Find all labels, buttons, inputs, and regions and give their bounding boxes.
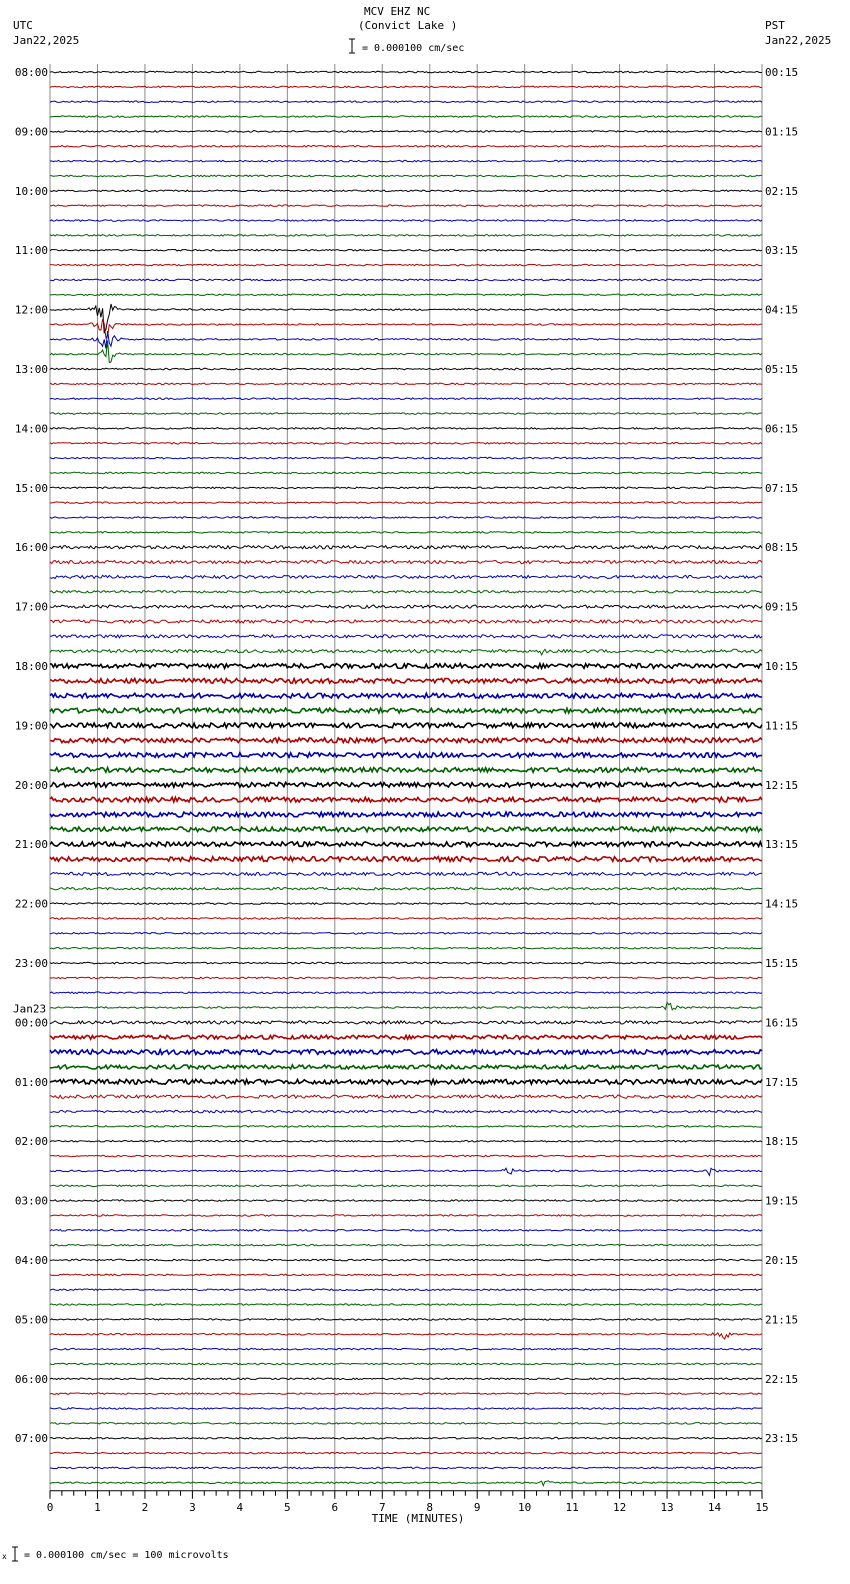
x-tick-label: 5: [284, 1500, 291, 1514]
x-tick-label: 1: [94, 1500, 101, 1514]
utc-hour-label: 13:00: [14, 363, 48, 376]
seismic-trace: [50, 782, 762, 787]
seismic-trace: [50, 190, 762, 192]
pst-hour-label: 20:15: [765, 1254, 799, 1267]
seismic-trace: [50, 903, 762, 905]
seismic-traces: [50, 71, 762, 1486]
seismic-trace: [50, 1168, 762, 1175]
utc-hour-label: 12:00: [14, 303, 48, 317]
seismic-trace: [50, 235, 762, 237]
seismic-trace: [50, 977, 762, 979]
seismic-trace: [50, 457, 762, 459]
seismic-trace: [50, 1021, 762, 1024]
header-scale-text: = 0.000100 cm/sec: [362, 43, 465, 54]
seismic-trace: [50, 1408, 762, 1410]
seismic-trace: [50, 768, 762, 773]
utc-hour-label: 01:00: [14, 1075, 48, 1089]
seismic-trace: [50, 279, 762, 281]
seismic-trace: [50, 264, 762, 266]
seismic-trace: [50, 1363, 762, 1365]
seismic-trace: [50, 1002, 762, 1010]
seismic-trace: [50, 546, 762, 549]
x-tick-label: 2: [141, 1500, 149, 1514]
seismic-trace: [50, 1437, 762, 1439]
seismic-trace: [50, 341, 762, 363]
svg-text:x: x: [2, 1552, 7, 1561]
pst-hour-label: 13:15: [765, 838, 799, 852]
seismic-trace: [50, 472, 762, 474]
utc-hour-label: 22:00: [14, 897, 48, 911]
seismic-trace: [50, 101, 762, 103]
pst-hour-label: 00:15: [765, 66, 799, 79]
seismic-trace: [50, 517, 762, 519]
seismic-trace: [50, 1035, 762, 1039]
utc-hour-label: 05:00: [14, 1313, 48, 1327]
station-title: MCV EHZ NC: [364, 5, 431, 18]
pst-hour-label: 14:15: [765, 897, 799, 911]
seismic-trace: [50, 933, 762, 935]
seismic-trace: [50, 561, 762, 564]
utc-hour-label: 04:00: [14, 1254, 48, 1267]
x-tick-label: 10: [518, 1500, 532, 1514]
x-tick-label: 14: [707, 1500, 722, 1514]
seismic-trace: [50, 443, 762, 445]
seismic-trace: [50, 131, 762, 133]
seismic-trace: [50, 1140, 762, 1142]
right-timezone: PST: [765, 19, 785, 32]
x-tick-label: 3: [189, 1500, 196, 1514]
utc-hour-label: 14:00: [14, 422, 48, 436]
seismic-trace: [50, 249, 762, 251]
seismic-trace: [50, 738, 762, 743]
x-tick-label: 15: [755, 1500, 769, 1514]
pst-hour-label: 09:15: [765, 600, 799, 614]
seismic-trace: [50, 1452, 762, 1454]
seismic-trace: [50, 635, 762, 638]
x-tick-label: 13: [660, 1500, 674, 1514]
utc-hour-label: 23:00: [14, 957, 48, 970]
seismic-trace: [50, 383, 762, 385]
footer-scale-text: = 0.000100 cm/sec = 100 microvolts: [24, 1550, 229, 1561]
seismic-trace: [50, 575, 762, 578]
seismic-trace: [50, 918, 762, 920]
x-axis-label: TIME (MINUTES): [371, 1511, 465, 1525]
utc-hour-label: 20:00: [14, 778, 48, 792]
seismic-trace: [50, 1393, 762, 1395]
seismic-trace: [50, 1155, 762, 1157]
seismic-trace: [50, 331, 762, 349]
seismic-trace: [50, 962, 762, 964]
seismic-trace: [50, 304, 762, 333]
pst-hour-label: 08:15: [765, 541, 799, 555]
pst-hour-label: 11:15: [765, 719, 799, 733]
seismic-trace: [50, 1481, 762, 1486]
seismic-trace: [50, 812, 762, 817]
pst-hour-label: 23:15: [765, 1432, 799, 1446]
seismic-trace: [50, 220, 762, 222]
time-axis: [47, 1491, 769, 1525]
left-timezone: UTC: [13, 19, 33, 32]
seismic-trace: [50, 398, 762, 400]
pst-hour-label: 06:15: [765, 422, 799, 436]
x-tick-label: 4: [236, 1500, 244, 1514]
pst-hour-label: 10:15: [765, 660, 799, 673]
utc-hour-label: 21:00: [14, 838, 48, 852]
seismic-trace: [50, 797, 762, 802]
x-tick-label: 7: [378, 1500, 386, 1514]
seismic-trace: [50, 319, 762, 338]
seismic-trace: [50, 693, 762, 698]
seismic-trace: [50, 1274, 762, 1276]
day-change-label: Jan23: [13, 1002, 47, 1016]
seismic-trace: [50, 116, 762, 118]
pst-hour-label: 04:15: [765, 303, 799, 317]
seismic-trace: [50, 842, 762, 847]
seismic-trace: [50, 1333, 762, 1339]
seismic-trace: [50, 368, 762, 370]
utc-hour-label: 17:00: [14, 600, 48, 614]
utc-hour-label: 07:00: [14, 1432, 48, 1446]
x-tick-label: 12: [612, 1500, 627, 1514]
utc-hour-label: 02:00: [14, 1135, 48, 1149]
seismic-trace: [50, 591, 762, 593]
utc-hour-label: 00:00: [14, 1016, 48, 1030]
seismic-trace: [50, 1215, 762, 1217]
seismic-trace: [50, 1230, 762, 1232]
seismic-trace: [50, 71, 762, 73]
pst-hour-label: 18:15: [765, 1135, 799, 1149]
utc-hour-label: 18:00: [14, 660, 48, 673]
seismic-trace: [50, 428, 762, 430]
seismic-trace: [50, 1065, 762, 1069]
x-tick-label: 9: [473, 1500, 481, 1514]
seismic-trace: [50, 679, 762, 684]
utc-hour-label: 16:00: [14, 541, 48, 555]
seismic-trace: [50, 487, 762, 489]
seismic-trace: [50, 857, 762, 862]
pst-hour-label: 05:15: [765, 363, 799, 376]
right-date: Jan22,2025: [765, 34, 832, 47]
seismic-trace: [50, 1259, 762, 1261]
seismic-trace: [50, 1319, 762, 1321]
seismic-trace: [50, 1110, 762, 1112]
seismic-trace: [50, 175, 762, 177]
seismic-trace: [50, 413, 762, 415]
seismic-trace: [50, 1200, 762, 1202]
seismic-trace: [50, 1050, 762, 1055]
seismic-trace: [50, 1423, 762, 1425]
seismic-trace: [50, 723, 762, 728]
pst-hour-label: 22:15: [765, 1372, 799, 1386]
pst-hour-label: 19:15: [765, 1194, 799, 1208]
pst-hour-label: 12:15: [765, 778, 799, 792]
seismic-trace: [50, 1289, 762, 1291]
seismic-trace: [50, 1079, 762, 1084]
x-tick-label: 0: [46, 1500, 54, 1514]
seismic-trace: [50, 146, 762, 148]
pst-hour-label: 02:15: [765, 184, 799, 198]
utc-hour-label: 11:00: [14, 244, 48, 258]
seismic-trace: [50, 605, 762, 608]
utc-hour-label: 19:00: [14, 719, 48, 733]
seismic-trace: [50, 1244, 762, 1246]
seismic-trace: [50, 532, 762, 534]
pst-hour-label: 01:15: [765, 125, 799, 139]
seismic-trace: [50, 160, 762, 162]
x-tick-label: 6: [331, 1500, 339, 1514]
seismic-trace: [50, 649, 762, 655]
seismic-trace: [50, 753, 762, 758]
utc-hour-label: 15:00: [14, 481, 48, 495]
seismic-trace: [50, 1095, 762, 1098]
footer-scale-marker-icon: [2, 1546, 20, 1562]
seismic-trace: [50, 1378, 762, 1380]
left-date: Jan22,2025: [13, 34, 80, 47]
pst-hour-label: 16:15: [765, 1016, 799, 1030]
seismic-trace: [50, 502, 762, 504]
seismic-trace: [50, 708, 762, 713]
x-tick-label: 8: [426, 1500, 434, 1514]
seismic-trace: [50, 205, 762, 207]
utc-hour-label: 06:00: [14, 1372, 48, 1386]
utc-hour-label: 08:00: [14, 66, 48, 79]
utc-hour-label: 09:00: [14, 125, 48, 139]
seismic-trace: [50, 827, 762, 832]
seismic-trace: [50, 1304, 762, 1306]
x-tick-label: 11: [565, 1500, 579, 1514]
utc-hour-label: 03:00: [14, 1194, 48, 1208]
seismic-trace: [50, 872, 762, 875]
seismic-trace: [50, 1185, 762, 1187]
seismic-trace: [50, 620, 762, 623]
pst-hour-label: 21:15: [765, 1313, 799, 1327]
seismic-trace: [50, 294, 762, 296]
seismic-trace: [50, 1467, 762, 1469]
utc-hour-label: 10:00: [14, 184, 48, 198]
seismic-trace: [50, 947, 762, 949]
seismic-trace: [50, 888, 762, 890]
seismic-trace: [50, 1126, 762, 1128]
pst-hour-label: 03:15: [765, 244, 799, 258]
plot-grid: [50, 64, 762, 1491]
seismic-trace: [50, 664, 762, 669]
seismic-trace: [50, 1348, 762, 1350]
pst-hour-label: 07:15: [765, 481, 799, 495]
pst-hour-label: 17:15: [765, 1075, 799, 1089]
station-location: (Convict Lake ): [358, 19, 458, 32]
seismic-trace: [50, 992, 762, 994]
pst-hour-label: 15:15: [765, 957, 799, 970]
seismic-trace: [50, 86, 762, 88]
